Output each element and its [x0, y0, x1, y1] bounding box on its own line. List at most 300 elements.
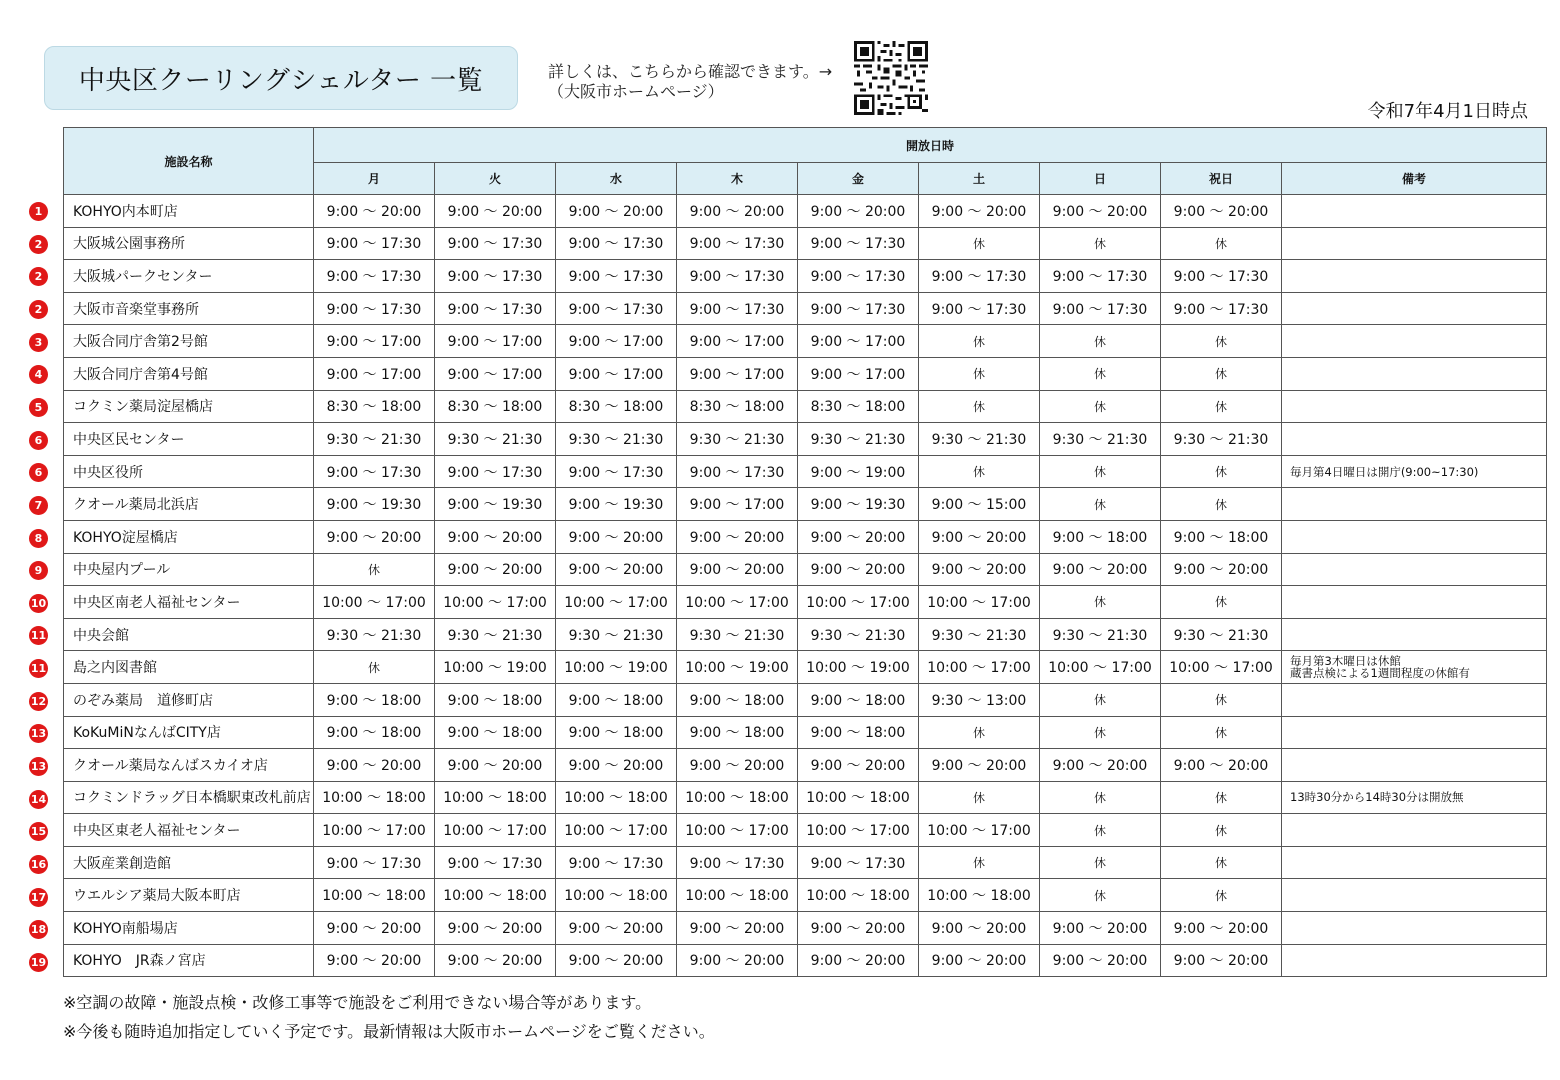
hours-cell: 9:00 ～ 17:30 [677, 260, 798, 293]
facility-name: KOHYO南船場店 [64, 912, 314, 945]
hours-cell: 9:00 ～ 18:00 [556, 683, 677, 716]
hours-cell: 9:00 ～ 20:00 [919, 912, 1040, 945]
hours-cell: 9:00 ～ 20:00 [677, 749, 798, 782]
location-marker: 13 [29, 757, 48, 776]
facility-name: 中央区東老人福祉センター [64, 814, 314, 847]
hours-cell: 9:00 ～ 17:30 [435, 260, 556, 293]
hours-cell: 休 [1040, 879, 1161, 912]
table-row [64, 390, 1547, 423]
hours-cell: 9:00 ～ 20:00 [677, 553, 798, 586]
hours-cell: 9:00 ～ 20:00 [1040, 553, 1161, 586]
facility-name: ウエルシア薬局大阪本町店 [64, 879, 314, 912]
hours-cell: 9:00 ～ 20:00 [798, 912, 919, 945]
hours-cell: 9:00 ～ 20:00 [314, 912, 435, 945]
notes-cell [1282, 749, 1547, 782]
hours-cell: 10:00 ～ 17:00 [1161, 651, 1282, 684]
hours-cell: 9:00 ～ 19:00 [798, 455, 919, 488]
hours-cell: 9:00 ～ 20:00 [919, 195, 1040, 228]
note-line: 蔵書点検による1週間程度の休館有 [1290, 666, 1470, 681]
hours-cell: 10:00 ～ 18:00 [556, 879, 677, 912]
hours-cell: 休 [1040, 716, 1161, 749]
title-box [44, 46, 518, 110]
notes-cell [1282, 716, 1547, 749]
hours-cell: 9:00 ～ 18:00 [314, 683, 435, 716]
info-text [548, 62, 832, 102]
hours-cell: 9:00 ～ 20:00 [919, 553, 1040, 586]
hours-cell: 休 [1040, 325, 1161, 358]
hours-cell: 9:00 ～ 17:30 [1040, 292, 1161, 325]
header-notes: 備考 [1282, 163, 1547, 195]
table-row [64, 814, 1547, 847]
hours-cell: 休 [1040, 846, 1161, 879]
hours-cell: 9:00 ～ 20:00 [677, 912, 798, 945]
table-row [64, 227, 1547, 260]
header-day-tue: 火 [435, 163, 556, 195]
header-day-mon: 月 [314, 163, 435, 195]
hours-cell: 9:00 ～ 17:30 [798, 227, 919, 260]
table-row [64, 488, 1547, 521]
notes-cell [1282, 618, 1547, 651]
hours-cell: 9:00 ～ 17:30 [314, 227, 435, 260]
hours-cell: 10:00 ～ 17:00 [556, 586, 677, 619]
facility-name: KOHYO内本町店 [64, 195, 314, 228]
header-facility-name: 施設名称 [64, 128, 314, 195]
hours-cell: 10:00 ～ 19:00 [677, 651, 798, 684]
location-marker: 14 [29, 790, 48, 809]
hours-cell: 9:00 ～ 20:00 [919, 944, 1040, 977]
hours-cell: 9:30 ～ 21:30 [314, 618, 435, 651]
notes-cell [1282, 846, 1547, 879]
hours-cell: 9:00 ～ 17:00 [314, 357, 435, 390]
qr-code-icon[interactable] [853, 41, 929, 115]
hours-cell: 休 [1161, 227, 1282, 260]
hours-cell: 9:00 ～ 17:30 [677, 227, 798, 260]
hours-cell: 9:00 ～ 17:30 [314, 455, 435, 488]
header-day-holiday: 祝日 [1161, 163, 1282, 195]
hours-cell: 10:00 ～ 17:00 [314, 586, 435, 619]
location-marker: 17 [29, 888, 48, 907]
hours-cell: 9:00 ～ 17:30 [1040, 260, 1161, 293]
hours-cell: 休 [1161, 814, 1282, 847]
hours-cell: 9:00 ～ 19:30 [556, 488, 677, 521]
hours-cell: 10:00 ～ 18:00 [314, 781, 435, 814]
hours-cell: 9:00 ～ 17:30 [435, 846, 556, 879]
notes-cell [1282, 455, 1547, 488]
info-line-2: （大阪市ホームページ） [548, 82, 724, 101]
table-row [64, 716, 1547, 749]
table-row [64, 944, 1547, 977]
facility-name: 中央区役所 [64, 455, 314, 488]
hours-cell: 9:00 ～ 17:30 [435, 292, 556, 325]
facility-name: 島之内図書館 [64, 651, 314, 684]
location-marker: 13 [29, 724, 48, 743]
hours-cell: 9:30 ～ 21:30 [314, 423, 435, 456]
table-row [64, 749, 1547, 782]
hours-cell: 9:00 ～ 20:00 [556, 553, 677, 586]
hours-cell: 休 [1161, 683, 1282, 716]
hours-cell: 9:30 ～ 21:30 [1040, 423, 1161, 456]
page-title: 中央区クーリングシェルター 一覧 [78, 65, 484, 96]
note-line: 毎月第4日曜日は開庁(9:00~17:30) [1290, 464, 1479, 479]
hours-cell: 9:30 ～ 21:30 [556, 618, 677, 651]
shelter-table [63, 127, 1547, 977]
hours-cell: 休 [1161, 455, 1282, 488]
facility-name: 中央区南老人福祉センター [64, 586, 314, 619]
hours-cell: 9:00 ～ 17:30 [677, 846, 798, 879]
hours-cell: 9:30 ～ 21:30 [1161, 618, 1282, 651]
hours-cell: 9:00 ～ 20:00 [1161, 749, 1282, 782]
hours-cell: 休 [1161, 325, 1282, 358]
footnotes [63, 988, 715, 1046]
hours-cell: 休 [1161, 488, 1282, 521]
notes-cell [1282, 781, 1547, 814]
hours-cell: 9:30 ～ 21:30 [919, 423, 1040, 456]
hours-cell: 9:00 ～ 17:00 [435, 325, 556, 358]
hours-cell: 9:00 ～ 17:30 [556, 846, 677, 879]
facility-name: 中央屋内プール [64, 553, 314, 586]
hours-cell: 9:00 ～ 18:00 [798, 716, 919, 749]
hours-cell: 休 [1161, 846, 1282, 879]
hours-cell: 休 [919, 390, 1040, 423]
hours-cell: 9:00 ～ 17:30 [556, 260, 677, 293]
notes-cell [1282, 357, 1547, 390]
hours-cell: 9:00 ～ 17:00 [556, 325, 677, 358]
facility-name: クオール薬局なんばスカイオ店 [64, 749, 314, 782]
hours-cell: 9:00 ～ 17:30 [314, 292, 435, 325]
header-open-hours: 開放日時 [314, 128, 1547, 163]
hours-cell: 休 [314, 651, 435, 684]
hours-cell: 9:00 ～ 17:30 [1161, 292, 1282, 325]
hours-cell: 8:30 ～ 18:00 [314, 390, 435, 423]
hours-cell: 9:00 ～ 20:00 [677, 944, 798, 977]
footnote-1: ※空調の故障・施設点検・改修工事等で施設をご利用できない場合等があります。 [63, 993, 652, 1012]
location-marker: 19 [29, 953, 48, 972]
hours-cell: 9:00 ～ 17:30 [798, 260, 919, 293]
hours-cell: 8:30 ～ 18:00 [677, 390, 798, 423]
notes-cell [1282, 944, 1547, 977]
hours-cell: 10:00 ～ 19:00 [435, 651, 556, 684]
hours-cell: 9:00 ～ 20:00 [798, 520, 919, 553]
table-row [64, 651, 1547, 684]
hours-cell: 休 [1161, 586, 1282, 619]
hours-cell: 10:00 ～ 18:00 [435, 879, 556, 912]
hours-cell: 10:00 ～ 18:00 [314, 879, 435, 912]
hours-cell: 休 [1161, 357, 1282, 390]
notes-cell [1282, 586, 1547, 619]
hours-cell: 9:30 ～ 21:30 [1161, 423, 1282, 456]
facility-name: KOHYO淀屋橋店 [64, 520, 314, 553]
hours-cell: 9:00 ～ 17:00 [798, 325, 919, 358]
hours-cell: 10:00 ～ 18:00 [556, 781, 677, 814]
note-line: 13時30分から14時30分は開放無 [1290, 790, 1464, 805]
notes-cell [1282, 260, 1547, 293]
hours-cell: 9:00 ～ 17:30 [556, 455, 677, 488]
facility-name: 大阪産業創造館 [64, 846, 314, 879]
header-day-thu: 木 [677, 163, 798, 195]
notes-cell [1282, 423, 1547, 456]
hours-cell: 10:00 ～ 19:00 [556, 651, 677, 684]
facility-name: 中央会館 [64, 618, 314, 651]
facility-name: KOHYO JR森ノ宮店 [64, 944, 314, 977]
hours-cell: 休 [919, 846, 1040, 879]
table-row [64, 357, 1547, 390]
facility-name: 中央区民センター [64, 423, 314, 456]
hours-cell: 9:30 ～ 21:30 [798, 618, 919, 651]
hours-cell: 9:00 ～ 20:00 [435, 912, 556, 945]
location-marker: 11 [29, 626, 48, 645]
hours-cell: 9:00 ～ 18:00 [677, 683, 798, 716]
hours-cell: 10:00 ～ 17:00 [919, 814, 1040, 847]
hours-cell: 9:00 ～ 20:00 [556, 912, 677, 945]
hours-cell: 9:00 ～ 18:00 [435, 716, 556, 749]
hours-cell: 9:00 ～ 20:00 [1161, 195, 1282, 228]
notes-cell [1282, 195, 1547, 228]
hours-cell: 9:00 ～ 20:00 [314, 520, 435, 553]
hours-cell: 9:00 ～ 17:30 [314, 260, 435, 293]
hours-cell: 9:00 ～ 17:30 [798, 292, 919, 325]
hours-cell: 9:30 ～ 13:00 [919, 683, 1040, 716]
hours-cell: 9:00 ～ 20:00 [798, 195, 919, 228]
hours-cell: 9:00 ～ 17:00 [435, 357, 556, 390]
hours-cell: 9:00 ～ 20:00 [677, 195, 798, 228]
hours-cell: 9:30 ～ 21:30 [1040, 618, 1161, 651]
hours-cell: 9:00 ～ 17:30 [677, 292, 798, 325]
hours-cell: 休 [1161, 781, 1282, 814]
location-marker: 12 [29, 692, 48, 711]
hours-cell: 9:00 ～ 19:30 [314, 488, 435, 521]
hours-cell: 9:00 ～ 20:00 [677, 520, 798, 553]
location-marker: 2 [29, 235, 48, 254]
hours-cell: 9:00 ～ 17:30 [919, 292, 1040, 325]
hours-cell: 休 [919, 455, 1040, 488]
hours-cell: 9:00 ～ 20:00 [1040, 944, 1161, 977]
hours-cell: 休 [1040, 781, 1161, 814]
hours-cell: 9:00 ～ 18:00 [435, 683, 556, 716]
hours-cell: 9:00 ～ 18:00 [1040, 520, 1161, 553]
hours-cell: 9:00 ～ 15:00 [919, 488, 1040, 521]
hours-cell: 休 [1040, 227, 1161, 260]
hours-cell: 9:00 ～ 20:00 [314, 944, 435, 977]
hours-cell: 10:00 ～ 17:00 [919, 586, 1040, 619]
hours-cell: 9:00 ～ 20:00 [556, 944, 677, 977]
hours-cell: 9:00 ～ 20:00 [1040, 195, 1161, 228]
table-row [64, 195, 1547, 228]
notes-cell [1282, 912, 1547, 945]
facility-name: 大阪合同庁舎第4号館 [64, 357, 314, 390]
facility-name: 大阪市音楽堂事務所 [64, 292, 314, 325]
hours-cell: 9:00 ～ 20:00 [435, 944, 556, 977]
table-row [64, 846, 1547, 879]
hours-cell: 9:00 ～ 20:00 [1040, 912, 1161, 945]
location-marker: 15 [29, 822, 48, 841]
hours-cell: 9:00 ～ 20:00 [556, 749, 677, 782]
notes-cell [1282, 814, 1547, 847]
notes-cell [1282, 227, 1547, 260]
hours-cell: 9:00 ～ 17:30 [1161, 260, 1282, 293]
table-body [64, 195, 1547, 977]
hours-cell: 9:00 ～ 20:00 [314, 195, 435, 228]
hours-cell: 休 [1161, 390, 1282, 423]
hours-cell: 9:00 ～ 17:00 [314, 325, 435, 358]
hours-cell: 10:00 ～ 17:00 [677, 586, 798, 619]
hours-cell: 10:00 ～ 18:00 [677, 879, 798, 912]
facility-name: 大阪城パークセンター [64, 260, 314, 293]
info-line-1: 詳しくは、こちらから確認できます。→ [548, 62, 833, 81]
hours-cell: 9:00 ～ 20:00 [435, 749, 556, 782]
location-marker: 18 [29, 920, 48, 939]
hours-cell: 休 [1040, 586, 1161, 619]
hours-cell: 8:30 ～ 18:00 [798, 390, 919, 423]
hours-cell: 9:00 ～ 20:00 [556, 520, 677, 553]
notes-cell [1282, 488, 1547, 521]
hours-cell: 9:00 ～ 18:00 [677, 716, 798, 749]
hours-cell: 9:00 ～ 20:00 [435, 195, 556, 228]
hours-cell: 10:00 ～ 17:00 [435, 586, 556, 619]
hours-cell: 休 [1040, 357, 1161, 390]
hours-cell: 9:00 ～ 18:00 [798, 683, 919, 716]
location-marker: 8 [29, 529, 48, 548]
hours-cell: 休 [1040, 488, 1161, 521]
notes-cell [1282, 683, 1547, 716]
table-row [64, 325, 1547, 358]
hours-cell: 休 [1040, 390, 1161, 423]
hours-cell: 9:00 ～ 19:30 [435, 488, 556, 521]
table-row [64, 520, 1547, 553]
hours-cell: 9:00 ～ 17:00 [677, 325, 798, 358]
hours-cell: 9:00 ～ 20:00 [798, 749, 919, 782]
facility-name: 大阪合同庁舎第2号館 [64, 325, 314, 358]
hours-cell: 9:00 ～ 20:00 [798, 553, 919, 586]
hours-cell: 休 [1040, 814, 1161, 847]
notes-cell [1282, 651, 1547, 684]
hours-cell: 9:30 ～ 21:30 [677, 423, 798, 456]
hours-cell: 9:00 ～ 17:00 [677, 488, 798, 521]
facility-name: クオール薬局北浜店 [64, 488, 314, 521]
hours-cell: 休 [1161, 716, 1282, 749]
hours-cell: 10:00 ～ 18:00 [798, 879, 919, 912]
hours-cell: 8:30 ～ 18:00 [556, 390, 677, 423]
hours-cell: 9:00 ～ 17:00 [677, 357, 798, 390]
as-of-date: 令和7年4月1日時点 [1367, 101, 1528, 122]
table-row [64, 586, 1547, 619]
hours-cell: 9:00 ～ 20:00 [919, 749, 1040, 782]
hours-cell: 休 [919, 357, 1040, 390]
table-row [64, 292, 1547, 325]
hours-cell: 10:00 ～ 17:00 [314, 814, 435, 847]
facility-name: 大阪城公園事務所 [64, 227, 314, 260]
hours-cell: 9:00 ～ 20:00 [1040, 749, 1161, 782]
footnote-2: ※今後も随時追加指定していく予定です。最新情報は大阪市ホームページをご覧ください。 [63, 1022, 715, 1041]
hours-cell: 9:00 ～ 20:00 [556, 195, 677, 228]
hours-cell: 休 [919, 716, 1040, 749]
hours-cell: 9:00 ～ 20:00 [1161, 944, 1282, 977]
location-marker: 10 [29, 594, 48, 613]
hours-cell: 9:30 ～ 21:30 [798, 423, 919, 456]
hours-cell: 9:30 ～ 21:30 [919, 618, 1040, 651]
note-line: 毎月第3木曜日は休館 [1290, 654, 1401, 669]
hours-cell: 休 [1161, 879, 1282, 912]
hours-cell: 9:00 ～ 17:00 [798, 357, 919, 390]
hours-cell: 9:00 ～ 18:00 [1161, 520, 1282, 553]
table-row [64, 618, 1547, 651]
notes-cell [1282, 553, 1547, 586]
table-row [64, 260, 1547, 293]
hours-cell: 休 [314, 553, 435, 586]
table-row [64, 683, 1547, 716]
location-marker: 1 [29, 202, 48, 221]
hours-cell: 10:00 ～ 18:00 [798, 781, 919, 814]
hours-cell: 9:00 ～ 18:00 [314, 716, 435, 749]
hours-cell: 10:00 ～ 18:00 [435, 781, 556, 814]
hours-cell: 9:00 ～ 17:30 [798, 846, 919, 879]
hours-cell: 9:00 ～ 20:00 [435, 553, 556, 586]
hours-cell: 8:30 ～ 18:00 [435, 390, 556, 423]
notes-cell [1282, 292, 1547, 325]
hours-cell: 9:00 ～ 17:30 [677, 455, 798, 488]
table-row [64, 781, 1547, 814]
notes-cell [1282, 520, 1547, 553]
facility-name: KoKuMiNなんばCITY店 [64, 716, 314, 749]
header-day-fri: 金 [798, 163, 919, 195]
table-row [64, 553, 1547, 586]
location-marker: 11 [29, 659, 48, 678]
hours-cell: 休 [919, 781, 1040, 814]
hours-cell: 10:00 ～ 17:00 [798, 586, 919, 619]
location-marker: 16 [29, 855, 48, 874]
location-marker: 3 [29, 333, 48, 352]
hours-cell: 10:00 ～ 17:00 [919, 651, 1040, 684]
hours-cell: 9:30 ～ 21:30 [435, 423, 556, 456]
hours-cell: 9:00 ～ 20:00 [435, 520, 556, 553]
location-marker: 7 [29, 496, 48, 515]
hours-cell: 10:00 ～ 18:00 [677, 781, 798, 814]
table-row [64, 912, 1547, 945]
header-day-sun: 日 [1040, 163, 1161, 195]
hours-cell: 10:00 ～ 17:00 [677, 814, 798, 847]
hours-cell: 10:00 ～ 19:00 [798, 651, 919, 684]
hours-cell: 9:00 ～ 20:00 [798, 944, 919, 977]
location-marker: 2 [29, 267, 48, 286]
hours-cell: 休 [1040, 455, 1161, 488]
hours-cell: 9:30 ～ 21:30 [556, 423, 677, 456]
hours-cell: 10:00 ～ 17:00 [556, 814, 677, 847]
hours-cell: 9:00 ～ 20:00 [1161, 553, 1282, 586]
facility-name: のぞみ薬局 道修町店 [64, 683, 314, 716]
hours-cell: 10:00 ～ 18:00 [919, 879, 1040, 912]
hours-cell: 9:00 ～ 17:00 [556, 357, 677, 390]
table-row [64, 455, 1547, 488]
location-marker: 6 [29, 463, 48, 482]
location-marker: 9 [29, 561, 48, 580]
hours-cell: 9:00 ～ 18:00 [556, 716, 677, 749]
location-marker: 5 [29, 398, 48, 417]
table-row [64, 423, 1547, 456]
location-marker: 6 [29, 431, 48, 450]
hours-cell: 10:00 ～ 17:00 [798, 814, 919, 847]
header-day-wed: 水 [556, 163, 677, 195]
hours-cell: 9:00 ～ 17:30 [919, 260, 1040, 293]
hours-cell: 9:00 ～ 20:00 [919, 520, 1040, 553]
hours-cell: 9:00 ～ 17:30 [556, 292, 677, 325]
hours-cell: 9:00 ～ 20:00 [314, 749, 435, 782]
hours-cell: 休 [919, 227, 1040, 260]
hours-cell: 9:00 ～ 17:30 [314, 846, 435, 879]
header-day-sat: 土 [919, 163, 1040, 195]
hours-cell: 9:30 ～ 21:30 [435, 618, 556, 651]
hours-cell: 9:00 ～ 17:30 [435, 455, 556, 488]
table-row [64, 879, 1547, 912]
location-marker: 4 [29, 365, 48, 384]
